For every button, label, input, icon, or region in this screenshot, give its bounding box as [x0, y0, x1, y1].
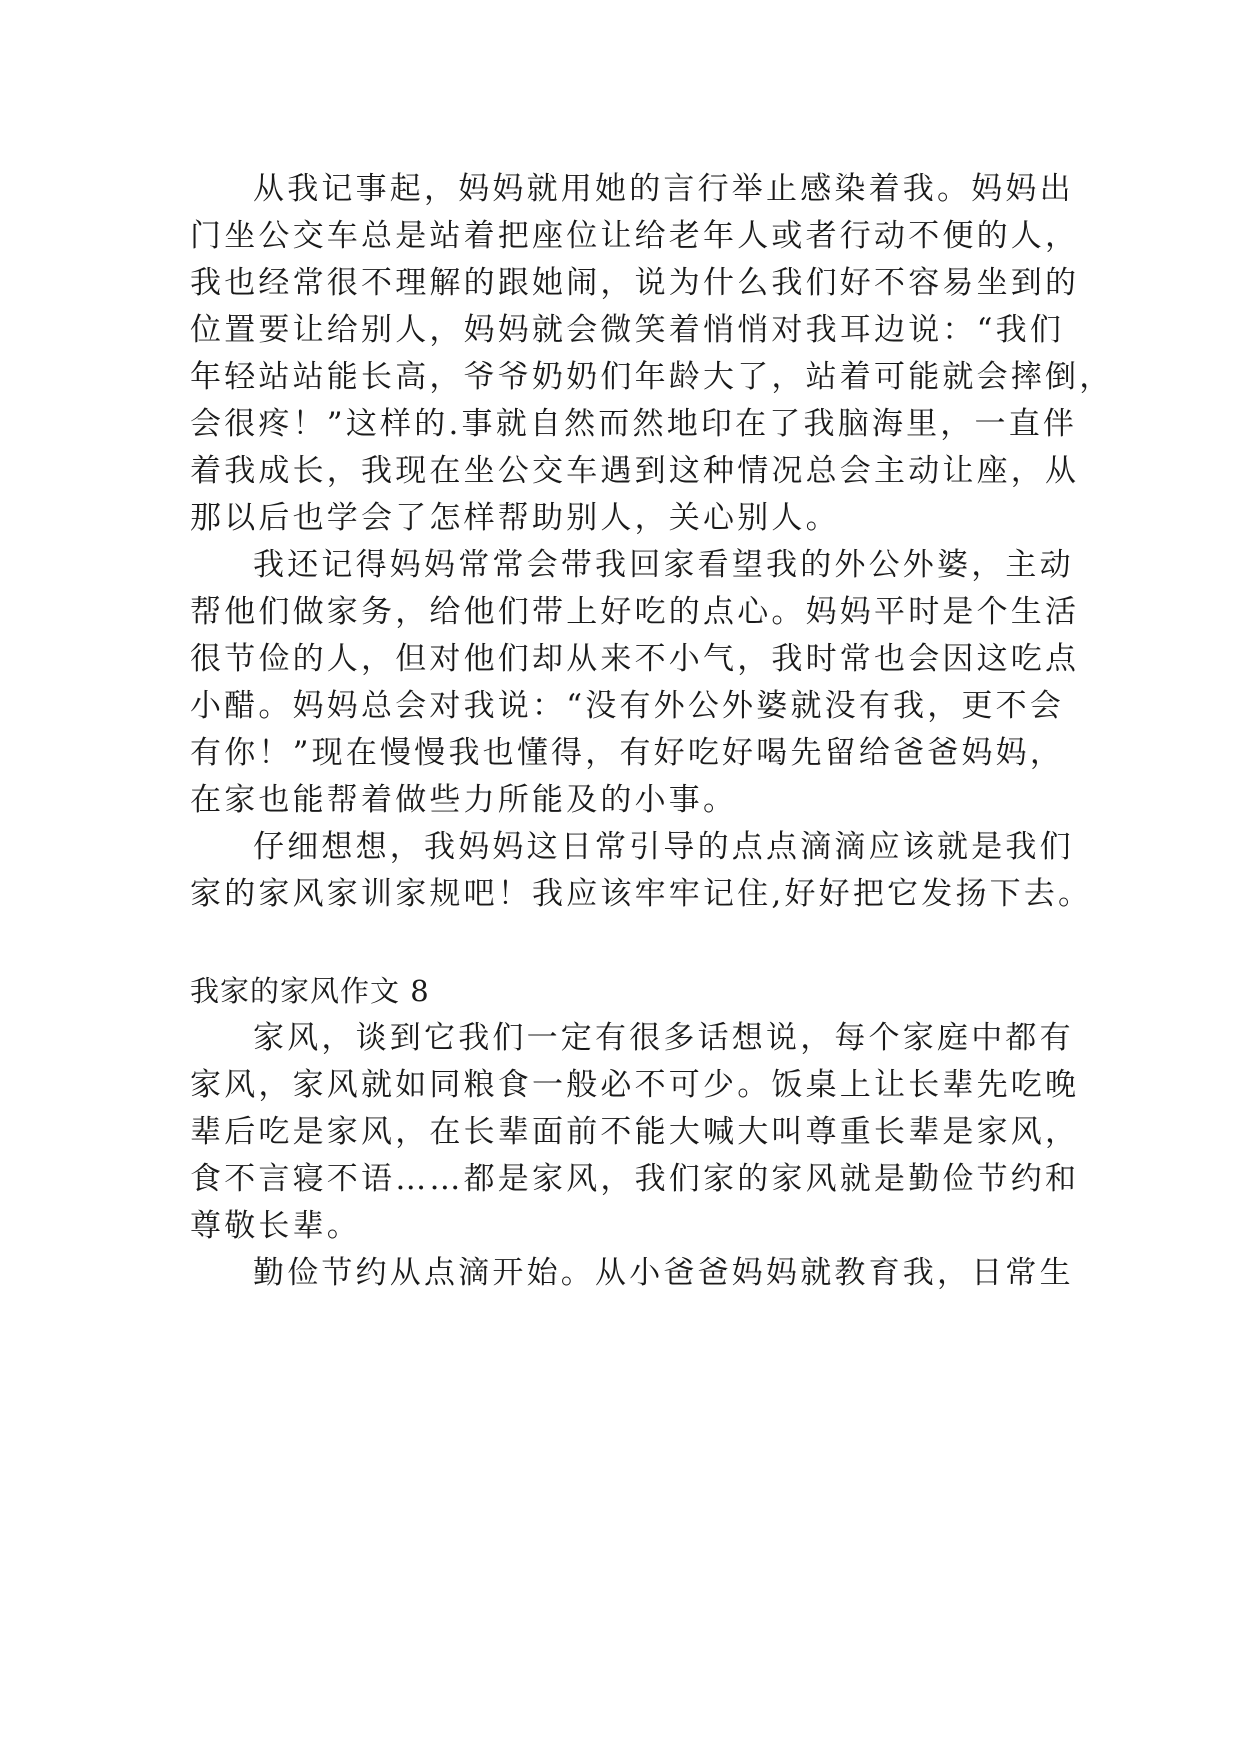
text-line: 辈后吃是家风，在长辈面前不能大喊大叫尊重长辈是家风， [190, 1114, 1080, 1150]
text-line: 帮他们做家务，给他们带上好吃的点心。妈妈平时是个生活 [190, 594, 1080, 630]
text-line: 我还记得妈妈常常会带我回家看望我的外公外婆，主动 [253, 547, 1074, 583]
text-line: 会很疼！”这样的.事就自然而然地印在了我脑海里，一直伴 [190, 406, 1078, 442]
text-line: 仔细想想，我妈妈这日常引导的点点滴滴应该就是我们 [253, 829, 1074, 865]
text-line: 很节俭的人，但对他们却从来不小气，我时常也会因这吃点 [190, 641, 1080, 677]
text-line: 家的家风家训家规吧！我应该牢牢记住,好好把它发扬下去。 [190, 876, 1093, 912]
text-line: 尊敬长辈。 [190, 1208, 361, 1244]
section-title: 我家的家风作文 8 [190, 974, 430, 1008]
text-line: 年轻站站能长高，爷爷奶奶们年龄大了，站着可能就会摔倒， [190, 359, 1114, 395]
text-line: 从我记事起，妈妈就用她的言行举止感染着我。妈妈出 [253, 171, 1074, 207]
text-line: 家风，家风就如同粮食一般必不可少。饭桌上让长辈先吃晚 [190, 1067, 1080, 1103]
text-line: 家风，谈到它我们一定有很多话想说，每个家庭中都有 [253, 1020, 1074, 1056]
text-line: 我也经常很不理解的跟她闹，说为什么我们好不容易坐到的 [190, 265, 1080, 301]
text-line: 门坐公交车总是站着把座位让给老年人或者行动不便的人， [190, 218, 1080, 254]
text-line: 勤俭节约从点滴开始。从小爸爸妈妈就教育我，日常生 [253, 1255, 1074, 1291]
text-line: 小醋。妈妈总会对我说：“没有外公外婆就没有我，更不会 [190, 688, 1065, 724]
text-line: 位置要让给别人，妈妈就会微笑着悄悄对我耳边说：“我们 [190, 312, 1065, 348]
text-line: 那以后也学会了怎样帮助别人，关心别人。 [190, 500, 840, 536]
text-line: 着我成长，我现在坐公交车遇到这种情况总会主动让座，从 [190, 453, 1080, 489]
text-line: 在家也能帮着做些力所能及的小事。 [190, 782, 738, 818]
text-line: 有你！”现在慢慢我也懂得，有好吃好喝先留给爸爸妈妈， [190, 735, 1065, 771]
text-line: 食不言寝不语……都是家风，我们家的家风就是勤俭节约和 [190, 1161, 1080, 1197]
